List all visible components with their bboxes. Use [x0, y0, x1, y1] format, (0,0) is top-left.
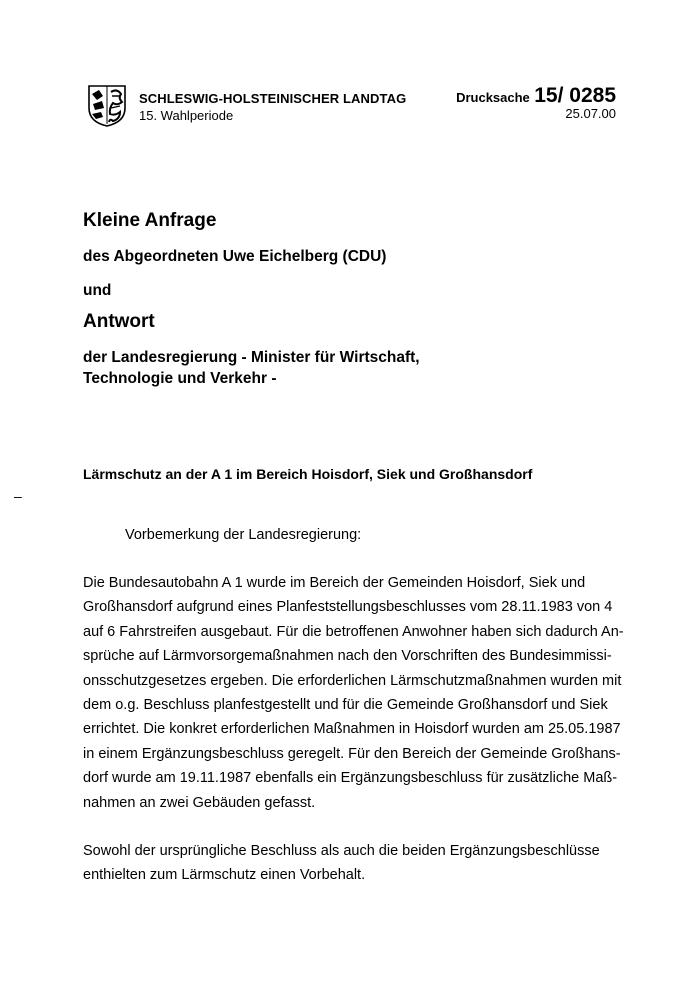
- paragraph-line: Sowohl der ursprüngliche Beschluss als auch die beiden Ergänzungsbeschlüsse: [83, 843, 600, 859]
- paragraph-line: onsschutzgesetzes ergeben. Die erforderlichen Lärmschutzmaßnahmen wurden mit: [83, 672, 622, 689]
- paragraph-line: Großhansdorf aufgrund eines Planfeststellungsbeschlusses vom 28.11.1983 von 4: [83, 599, 613, 616]
- paragraph-line: dem o.g. Beschluss planfestgestellt und für die Gemeinde Großhansdorf und Siek: [83, 696, 608, 713]
- vorbemerkung-heading: Vorbemerkung der Landesregierung:: [125, 527, 362, 543]
- paragraph-line: auf 6 Fahrstreifen ausgebaut. Für die betroffenen Anwohner haben sich dadurch An-: [83, 623, 624, 640]
- document-date: 25.07.00: [565, 106, 616, 121]
- heading-regierung-line-1: der Landesregierung - Minister für Wirtschaft,: [83, 349, 420, 366]
- paragraph-line: errichtet. Die konkret erforderlichen Maßnahmen in Hoisdorf wurden am 25.05.1987: [83, 721, 621, 738]
- legislative-period: 15. Wahlperiode: [139, 108, 234, 123]
- heading-kleine-anfrage: Kleine Anfrage: [83, 210, 217, 231]
- drucksache-label: Drucksache: [456, 90, 530, 105]
- parliament-name: SCHLESWIG-HOLSTEINISCHER LANDTAG: [139, 91, 407, 106]
- paragraph-line: enthielten zum Lärmschutz einen Vorbehalt.: [83, 867, 366, 884]
- topic-heading: Lärmschutz an der A 1 im Bereich Hoisdorf, Siek und Großhansdorf: [83, 466, 533, 482]
- drucksache-number: 15/ 0285: [534, 84, 616, 107]
- margin-mark: –: [14, 488, 22, 504]
- paragraph-line: sprüche auf Lärmvorsorgemaßnahmen nach den Vorschriften des Bundesimmissi-: [83, 648, 612, 665]
- paragraph-line: dorf wurde am 19.11.1987 ebenfalls ein Ergänzungsbeschluss für zusätzliche Maß-: [83, 770, 618, 787]
- body-paragraph-1: [83, 571, 623, 815]
- paragraph-line: nahmen an zwei Gebäuden gefasst.: [83, 794, 316, 811]
- heading-und: und: [83, 282, 112, 299]
- paragraph-line: in einem Ergänzungsbeschluss geregelt. Für den Bereich der Gemeinde Großhans-: [83, 745, 621, 762]
- body-paragraph-2: [83, 839, 623, 888]
- paragraph-line: Die Bundesautobahn A 1 wurde im Bereich der Gemeinden Hoisdorf, Siek und: [83, 575, 586, 591]
- coat-of-arms-icon: [87, 84, 127, 128]
- heading-antwort: Antwort: [83, 311, 155, 332]
- heading-regierung-line-2: Technologie und Verkehr -: [83, 370, 277, 387]
- document-reference: [456, 84, 616, 121]
- heading-abgeordneter: des Abgeordneten Uwe Eichelberg (CDU): [83, 248, 387, 265]
